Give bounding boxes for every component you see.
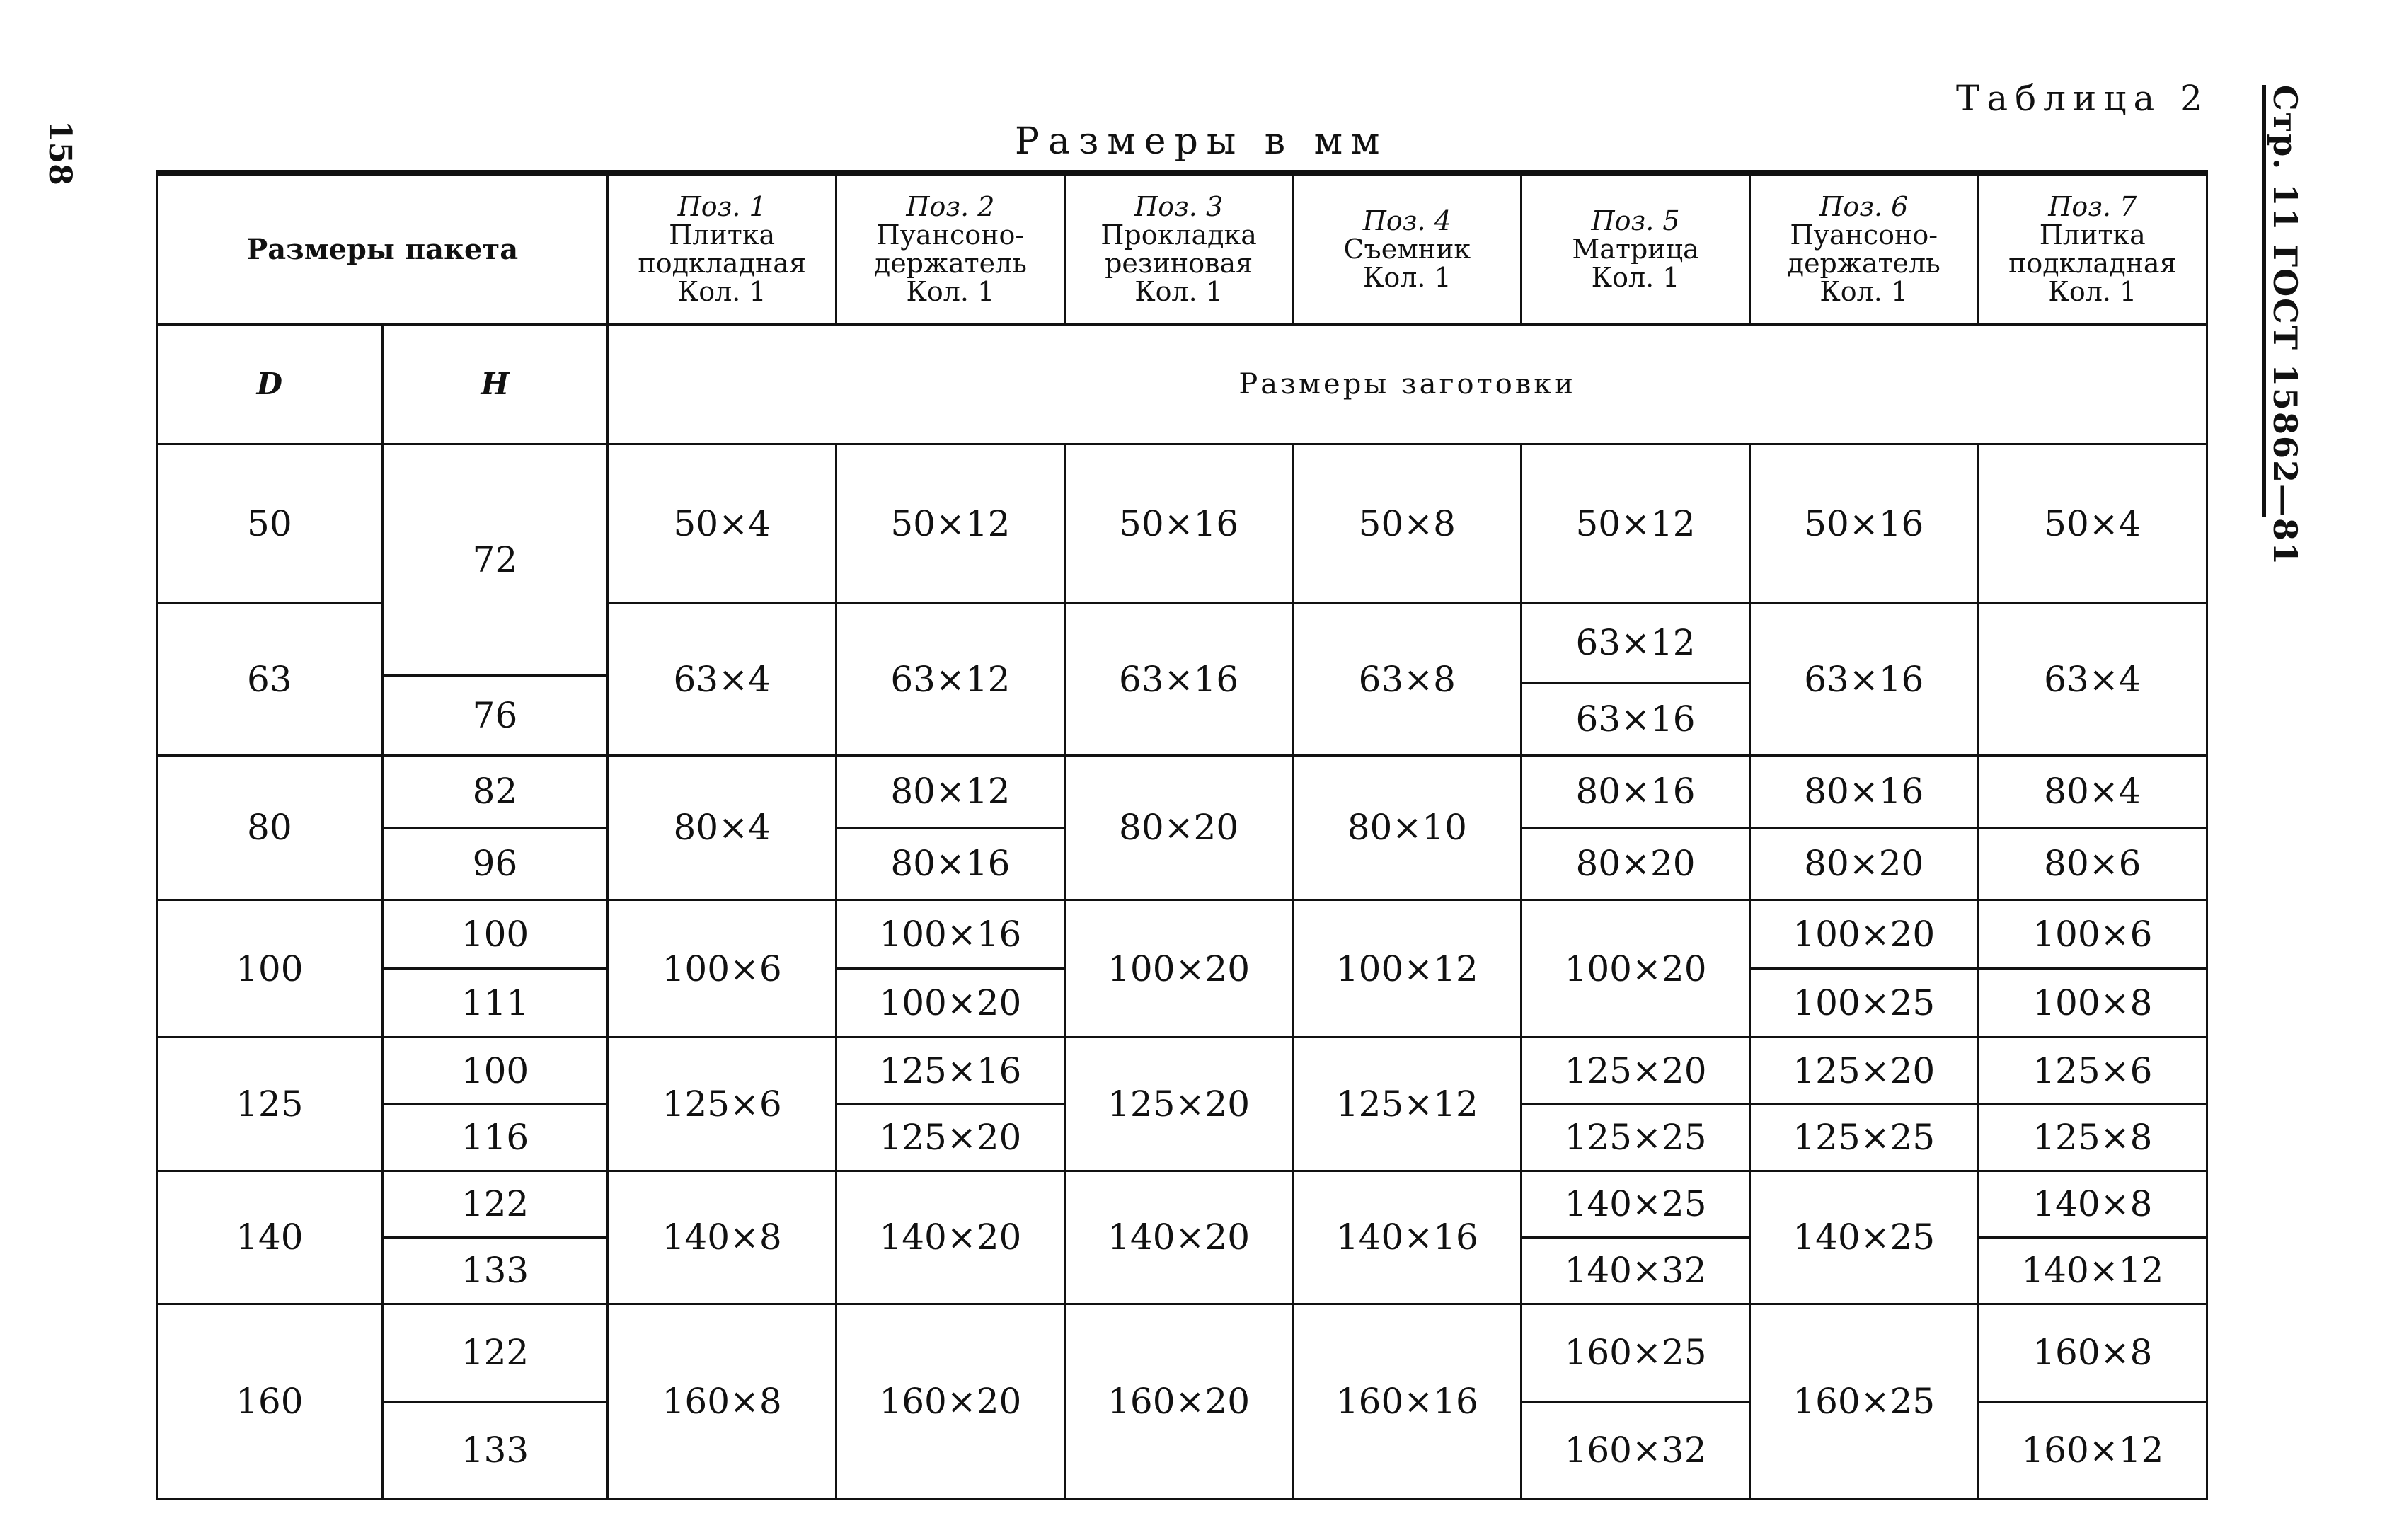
d-cell: 125 — [157, 1038, 383, 1171]
table-cell: 140×16 — [1293, 1171, 1522, 1304]
table-cell: 125×20 — [1749, 1038, 1978, 1104]
d-cell: 50 — [157, 444, 383, 603]
table-cell: 50×16 — [1064, 444, 1293, 603]
table-cell: 50×4 — [608, 444, 836, 603]
table-cell: 160×8 — [1978, 1304, 2207, 1401]
h-cell: 76 — [382, 676, 608, 755]
h-cell: 111 — [382, 969, 608, 1038]
table-cell: 140×25 — [1522, 1171, 1750, 1237]
dimensions-table — [156, 170, 2208, 1500]
table-cell: 125×6 — [1978, 1038, 2207, 1104]
package-header: Размеры пакета — [157, 173, 608, 325]
table-cell: 50×16 — [1749, 444, 1978, 603]
table-cell: 100×12 — [1293, 900, 1522, 1038]
table-cell: 80×20 — [1749, 827, 1978, 900]
table-cell: 160×25 — [1749, 1304, 1978, 1499]
table-cell: 80×6 — [1978, 827, 2207, 900]
position-number: Поз. 2 — [906, 190, 995, 222]
position-name: Матрица — [1572, 233, 1699, 265]
table-cell: 80×4 — [608, 755, 836, 900]
table-cell: 63×16 — [1522, 683, 1750, 755]
h-cell: 122 — [382, 1304, 608, 1401]
h-cell: 96 — [382, 827, 608, 900]
position-qty: Кол. 1 — [1362, 261, 1451, 293]
table-cell: 100×20 — [1522, 900, 1750, 1038]
table-cell: 50×12 — [836, 444, 1065, 603]
table-cell: 80×4 — [1978, 755, 2207, 827]
table-row — [157, 755, 2207, 827]
position-name: Плитка подкладная — [638, 219, 806, 279]
table-cell: 100×25 — [1749, 969, 1978, 1038]
table-cell: 140×25 — [1749, 1171, 1978, 1304]
h-cell: 133 — [382, 1237, 608, 1304]
table-cell: 160×20 — [836, 1304, 1065, 1499]
table-row — [157, 900, 2207, 969]
table-cell: 100×20 — [836, 969, 1065, 1038]
table-cell: 100×8 — [1978, 969, 2207, 1038]
table-cell: 63×16 — [1749, 603, 1978, 755]
table-cell: 160×12 — [1978, 1401, 2207, 1499]
table-cell: 50×12 — [1522, 444, 1750, 603]
position-name: Пуансоно-держатель — [873, 219, 1027, 279]
table-cell: 80×16 — [1749, 755, 1978, 827]
table-cell: 100×16 — [836, 900, 1065, 969]
table-cell: 80×20 — [1522, 827, 1750, 900]
table-cell: 160×25 — [1522, 1304, 1750, 1401]
table-row — [157, 1171, 2207, 1237]
table-cell: 140×20 — [836, 1171, 1065, 1304]
table-row — [157, 1304, 2207, 1401]
position-header — [1749, 173, 1978, 325]
table-cell: 63×4 — [608, 603, 836, 755]
position-name: Съемник — [1343, 233, 1471, 265]
position-number: Поз. 5 — [1591, 205, 1680, 236]
d-cell: 80 — [157, 755, 383, 900]
position-header — [608, 173, 836, 325]
table-cell: 50×4 — [1978, 444, 2207, 603]
table-cell: 63×4 — [1978, 603, 2207, 755]
position-qty: Кол. 1 — [2048, 275, 2137, 307]
table-cell: 80×10 — [1293, 755, 1522, 900]
d-label: D — [157, 325, 383, 444]
table-cell: 160×16 — [1293, 1304, 1522, 1499]
table-cell: 140×32 — [1522, 1237, 1750, 1304]
h-cell: 122 — [382, 1171, 608, 1237]
table-cell: 160×8 — [608, 1304, 836, 1499]
table-cell: 125×20 — [836, 1104, 1065, 1171]
position-header — [1522, 173, 1750, 325]
position-qty: Кол. 1 — [677, 275, 766, 307]
table-cell: 63×12 — [836, 603, 1065, 755]
table-cell: 100×6 — [608, 900, 836, 1038]
page-number: 158 — [42, 120, 78, 185]
h-cell: 116 — [382, 1104, 608, 1171]
table-cell: 63×16 — [1064, 603, 1293, 755]
position-qty: Кол. 1 — [1819, 275, 1909, 307]
table-cell: 160×32 — [1522, 1401, 1750, 1499]
table-cell: 100×20 — [1064, 900, 1293, 1038]
h-cell: 133 — [382, 1401, 608, 1499]
subheader-row — [157, 325, 2207, 444]
d-cell: 100 — [157, 900, 383, 1038]
table-cell: 140×8 — [1978, 1171, 2207, 1237]
position-header — [1978, 173, 2207, 325]
table-title: Таблица 2 — [1955, 78, 2209, 119]
position-name: Прокладка резиновая — [1100, 219, 1257, 279]
table-cell: 80×12 — [836, 755, 1065, 827]
blank-size-header: Размеры заготовки — [608, 325, 2207, 444]
units-caption: Размеры в мм — [1015, 120, 1388, 163]
table-cell: 50×8 — [1293, 444, 1522, 603]
table-cell: 125×20 — [1064, 1038, 1293, 1171]
table-cell: 125×8 — [1978, 1104, 2207, 1171]
table-cell: 100×20 — [1749, 900, 1978, 969]
table-cell: 100×6 — [1978, 900, 2207, 969]
table-cell: 125×12 — [1293, 1038, 1522, 1171]
d-cell: 63 — [157, 603, 383, 755]
position-qty: Кол. 1 — [1134, 275, 1223, 307]
position-header — [836, 173, 1065, 325]
table-row — [157, 444, 2207, 523]
position-qty: Кол. 1 — [1591, 261, 1680, 293]
position-number: Поз. 6 — [1819, 190, 1909, 222]
table-cell: 125×25 — [1749, 1104, 1978, 1171]
position-qty: Кол. 1 — [906, 275, 995, 307]
table-cell: 80×16 — [1522, 755, 1750, 827]
position-header — [1293, 173, 1522, 325]
position-number: Поз. 3 — [1134, 190, 1224, 222]
table-row — [157, 1038, 2207, 1104]
table-cell: 125×20 — [1522, 1038, 1750, 1104]
position-header — [1064, 173, 1293, 325]
table-cell: 63×8 — [1293, 603, 1522, 755]
position-number: Поз. 7 — [2048, 190, 2137, 222]
d-cell: 160 — [157, 1304, 383, 1499]
table-cell: 140×8 — [608, 1171, 836, 1304]
table-cell: 125×16 — [836, 1038, 1065, 1104]
position-name: Пуансоно-держатель — [1787, 219, 1940, 279]
h-cell: 100 — [382, 1038, 608, 1104]
table-cell: 125×25 — [1522, 1104, 1750, 1171]
table-cell: 80×20 — [1064, 755, 1293, 900]
h-cell: 72 — [382, 444, 608, 675]
position-number: Поз. 1 — [677, 190, 766, 222]
d-cell: 140 — [157, 1171, 383, 1304]
table-cell: 63×12 — [1522, 603, 1750, 682]
table-cell: 125×6 — [608, 1038, 836, 1171]
table-cell: 160×20 — [1064, 1304, 1293, 1499]
side-header: Стр. 11 ГОСТ 15862—81 — [2266, 85, 2304, 567]
table-cell: 140×20 — [1064, 1171, 1293, 1304]
header-row — [157, 173, 2207, 325]
h-cell: 100 — [382, 900, 608, 969]
position-number: Поз. 4 — [1362, 205, 1451, 236]
table-cell: 140×12 — [1978, 1237, 2207, 1304]
h-cell: 82 — [382, 755, 608, 827]
h-label: H — [382, 325, 608, 444]
position-name: Плитка подкладная — [2008, 219, 2177, 279]
table-cell: 80×16 — [836, 827, 1065, 900]
